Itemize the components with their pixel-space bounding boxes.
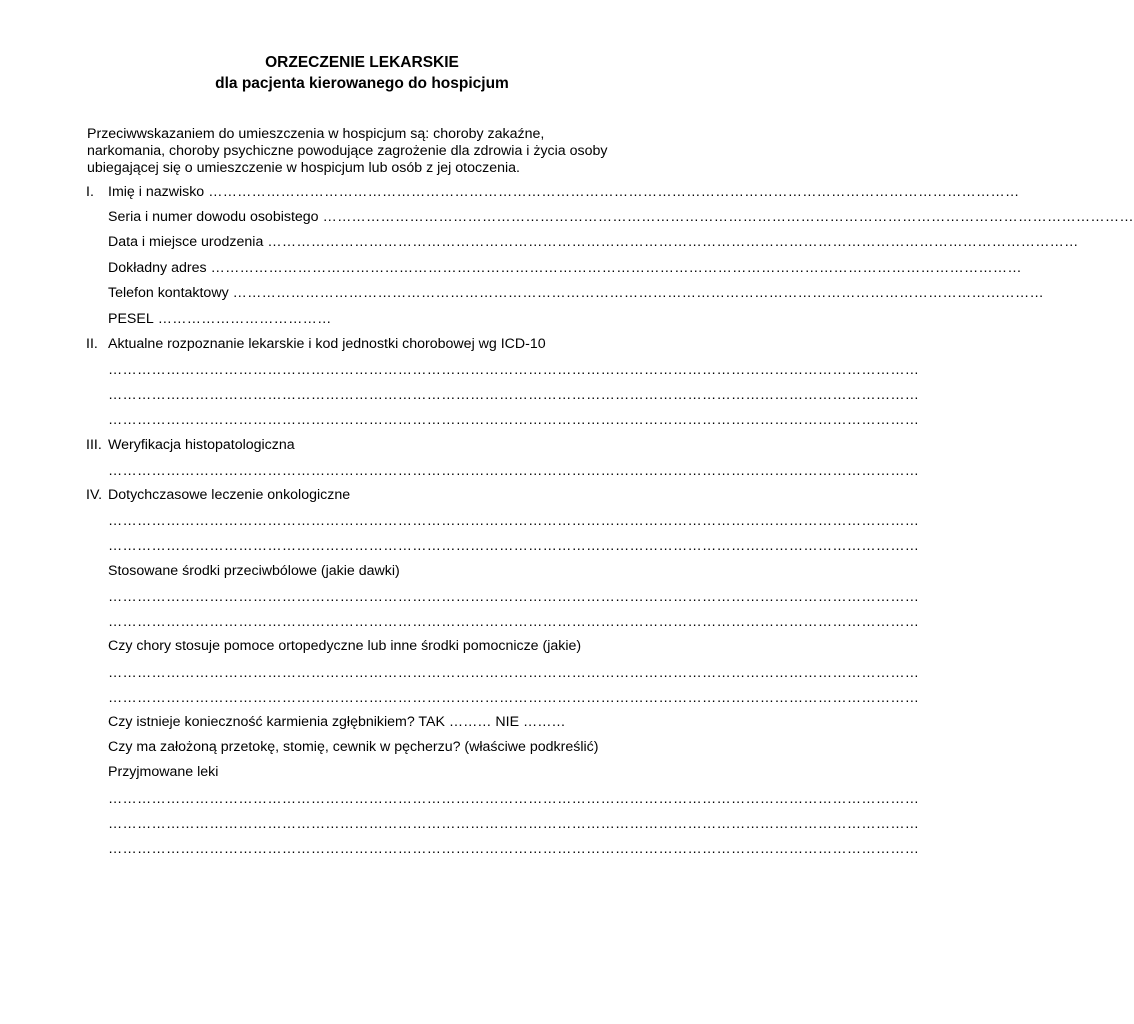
id-label: Seria i numer dowodu osobistego [108, 209, 319, 225]
field-row-id [86, 207, 1134, 227]
oncology-field[interactable]: …………………………………………………………………………………………………………………………………………………… [108, 538, 920, 554]
pesel-field[interactable]: ……………………………… [157, 311, 332, 327]
medications-line [86, 814, 920, 834]
field-row-birth [86, 232, 1079, 252]
field-row-phone [86, 283, 1044, 303]
diagnosis-line [86, 410, 920, 430]
orthopedic-field[interactable]: …………………………………………………………………………………………………………………………………………………… [108, 665, 920, 681]
diagnosis-field[interactable]: …………………………………………………………………………………………………………………………………………………… [108, 362, 920, 378]
orthopedic-line [86, 688, 920, 708]
birth-field[interactable]: …………………………………………………………………………………………………………………………………………………… [267, 234, 1079, 250]
orthopedic-line [86, 663, 920, 683]
document-title: ORZECZENIE LEKARSKIE [265, 54, 459, 71]
tube-feeding-question [86, 712, 638, 732]
intro-line: narkomania, choroby psychiczne powodujące zagrożenie dla zdrowia i życia osoby [87, 143, 608, 159]
orthopedic-label: Czy chory stosuje pomoce ortopedyczne lub inne środki pomocnicze (jakie) [108, 638, 582, 654]
pesel-label: PESEL [108, 311, 154, 327]
field-row-address [86, 258, 1022, 278]
section-heading-oncology [86, 485, 638, 505]
painkillers-heading [86, 561, 638, 581]
painkillers-line [86, 587, 920, 607]
orthopedic-heading [86, 636, 638, 656]
medications-field[interactable]: …………………………………………………………………………………………………………………………………………………… [108, 816, 920, 832]
oncology-field[interactable]: …………………………………………………………………………………………………………………………………………………… [108, 513, 920, 529]
painkillers-field[interactable]: …………………………………………………………………………………………………………………………………………………… [108, 589, 920, 605]
tube-feeding-label: Czy istnieje konieczność karmienia zgłębnikiem? TAK ……… NIE ……… [108, 714, 566, 730]
name-label: Imię i nazwisko [108, 184, 205, 200]
diagnosis-field[interactable]: …………………………………………………………………………………………………………………………………………………… [108, 412, 920, 428]
oncology-label: Dotychczasowe leczenie onkologiczne [108, 487, 351, 503]
section-heading-diagnosis [86, 334, 638, 354]
painkillers-line [86, 612, 920, 632]
id-field[interactable]: …………………………………………………………………………………………………………………………………………………… [322, 209, 1134, 225]
phone-field[interactable]: …………………………………………………………………………………………………………………………………………………… [232, 285, 1044, 301]
birth-label: Data i miejsce urodzenia [108, 234, 264, 250]
painkillers-label: Stosowane środki przeciwbólowe (jakie dawki) [108, 563, 400, 579]
diagnosis-label: Aktualne rozpoznanie lekarskie i kod jednostki chorobowej wg ICD-10 [108, 336, 546, 352]
diagnosis-line [86, 385, 920, 405]
histopathology-label: Weryfikacja histopatologiczna [108, 437, 295, 453]
address-label: Dokładny adres [108, 260, 207, 276]
document-subtitle: dla pacjenta kierowanego do hospicjum [215, 75, 509, 92]
section-number: I. [86, 184, 94, 200]
diagnosis-field[interactable]: …………………………………………………………………………………………………………………………………………………… [108, 387, 920, 403]
histopathology-line [86, 461, 920, 481]
painkillers-field[interactable]: …………………………………………………………………………………………………………………………………………………… [108, 614, 920, 630]
oncology-line [86, 511, 920, 531]
phone-label: Telefon kontaktowy [108, 285, 229, 301]
address-field[interactable]: …………………………………………………………………………………………………………………………………………………… [210, 260, 1022, 276]
section-number: IV. [86, 487, 103, 503]
medications-label: Przyjmowane leki [108, 764, 219, 780]
field-row-pesel [86, 309, 638, 329]
medications-line [86, 839, 920, 859]
histopathology-field[interactable]: …………………………………………………………………………………………………………………………………………………… [108, 463, 920, 479]
section-heading-histopathology [86, 435, 638, 455]
medications-field[interactable]: …………………………………………………………………………………………………………………………………………………… [108, 841, 920, 857]
field-row-name [86, 182, 1020, 202]
fistula-label: Czy ma założoną przetokę, stomię, cewnik w pęcherzu? (właściwe podkreślić) [108, 739, 599, 755]
orthopedic-field[interactable]: …………………………………………………………………………………………………………………………………………………… [108, 690, 920, 706]
fistula-question [86, 737, 638, 757]
medications-heading [86, 762, 638, 782]
section-number: III. [86, 437, 102, 453]
oncology-line [86, 536, 920, 556]
intro-paragraph [87, 126, 647, 177]
intro-line: Przeciwwskazaniem do umieszczenia w hospicjum są: choroby zakaźne, [87, 126, 545, 142]
medications-field[interactable]: …………………………………………………………………………………………………………………………………………………… [108, 791, 920, 807]
section-number: II. [86, 336, 98, 352]
name-field[interactable]: …………………………………………………………………………………………………………………………………………………… [208, 184, 1020, 200]
intro-line: ubiegającej się o umieszczenie w hospicjum lub osób z jej otoczenia. [87, 160, 520, 176]
diagnosis-line [86, 360, 920, 380]
medications-line [86, 789, 920, 809]
